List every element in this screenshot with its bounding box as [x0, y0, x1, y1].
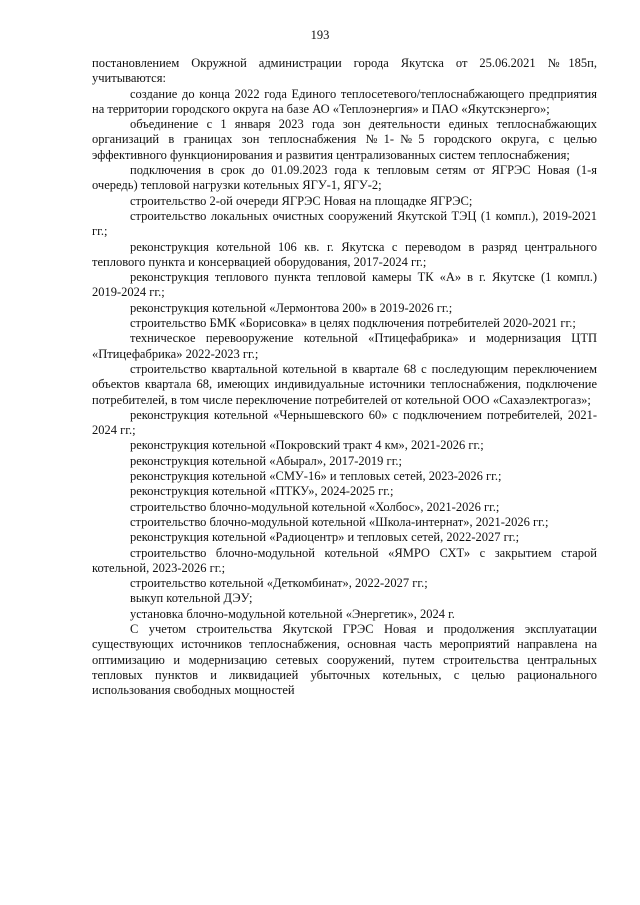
body-text [92, 56, 597, 698]
paragraph: техническое перевооружение котельной «Птицефабрика» и модернизация ЦТП «Птицефабрика» 2022-2023 гг.; [92, 331, 597, 361]
paragraph: объединение с 1 января 2023 года зон деятельности единых теплоснабжающих организаций в границах зон теплоснабжения №1-№5 городского округа, с целью эффективного функционирования и развития централизованных систем теплоснабжения; [92, 117, 597, 162]
paragraph: выкуп котельной ДЭУ; [130, 591, 253, 606]
paragraph: реконструкция котельной «ПТКУ», 2024-2025 гг.; [130, 484, 394, 499]
paragraph: строительство локальных очистных сооружений Якутской ТЭЦ (1 компл.), 2019-2021 гг.; [92, 208, 597, 239]
paragraph: создание до конца 2022 года Единого теплосетевого/теплоснабжающего предприятия на территории городского округа на базе АО «Теплоэнергия» и ПАО «Якутскэнерго»; [92, 86, 597, 116]
paragraph: строительство БМК «Борисовка» в целях подключения потребителей 2020-2021 гг.; [130, 316, 576, 331]
paragraph: реконструкция котельной 106 кв. г. Якутска с переводом в разряд центрального теплового пункта и консервацией оборудования, 2017-2024 гг.; [92, 239, 597, 269]
paragraph: строительство блочно-модульной котельной «ЯМРО СХТ» с закрытием старой котельной, 2023-2026 гг.; [92, 545, 597, 575]
paragraph: реконструкция котельной «СМУ-16» и тепловых сетей, 2023-2026 гг.; [130, 469, 502, 484]
paragraph: строительство квартальной котельной в квартале 68 с последующим переключением объектов квартала 68, имеющих индивидуальные источники теплоснабжения, подключение потребителей, в том числе переключение потребителей от котельной ООО «Сахаэлектрогаз»; [92, 361, 597, 407]
paragraph: реконструкция теплового пункта тепловой камеры ТК «А» в г. Якутске (1 компл.) 2019-2024 гг.; [92, 270, 597, 300]
paragraph: подключения в срок до 01.09.2023 года к тепловым сетям от ЯГРЭС Новая (1-я очередь) тепловой нагрузки котельных ЯГУ-1, ЯГУ-2; [92, 163, 597, 193]
paragraph: С учетом строительства Якутской ГРЭС Новая и продолжения эксплуатации существующих источников теплоснабжения, основная часть мероприятий направлена на оптимизацию и модернизацию сетевых сооружений, путем строительства центральных тепловых пунктов и ликвидацией убыточных котельных, с целью рационального использования свободных мощностей [92, 621, 597, 698]
paragraph: реконструкция котельной «Покровский тракт 4 км», 2021-2026 гг.; [130, 438, 484, 453]
page-number: 193 [310, 28, 330, 42]
paragraph: постановлением Окружной администрации города Якутска от 25.06.2021 №185п, учитываются: [92, 56, 597, 86]
paragraph: строительство 2-ой очереди ЯГРЭС Новая на площадке ЯГРЭС; [130, 193, 473, 208]
paragraph: строительство блочно-модульной котельной «Холбос», 2021-2026 гг.; [130, 499, 500, 514]
paragraph: реконструкция котельной «Абырал», 2017-2019 гг.; [130, 453, 403, 468]
paragraph: реконструкция котельной «Лермонтова 200» в 2019-2026 гг.; [130, 300, 453, 315]
paragraph: строительство блочно-модульной котельной «Школа-интернат», 2021-2026 гг.; [130, 514, 549, 529]
paragraph: реконструкция котельной «Радиоцентр» и тепловых сетей, 2022-2027 гг.; [130, 530, 520, 545]
paragraph: реконструкция котельной «Чернышевского 60» с подключением потребителей, 2021-2024 гг.; [92, 407, 597, 438]
paragraph: установка блочно-модульной котельной «Энергетик», 2024 г. [130, 606, 455, 621]
paragraph: строительство котельной «Деткомбинат», 2022-2027 гг.; [130, 576, 428, 591]
